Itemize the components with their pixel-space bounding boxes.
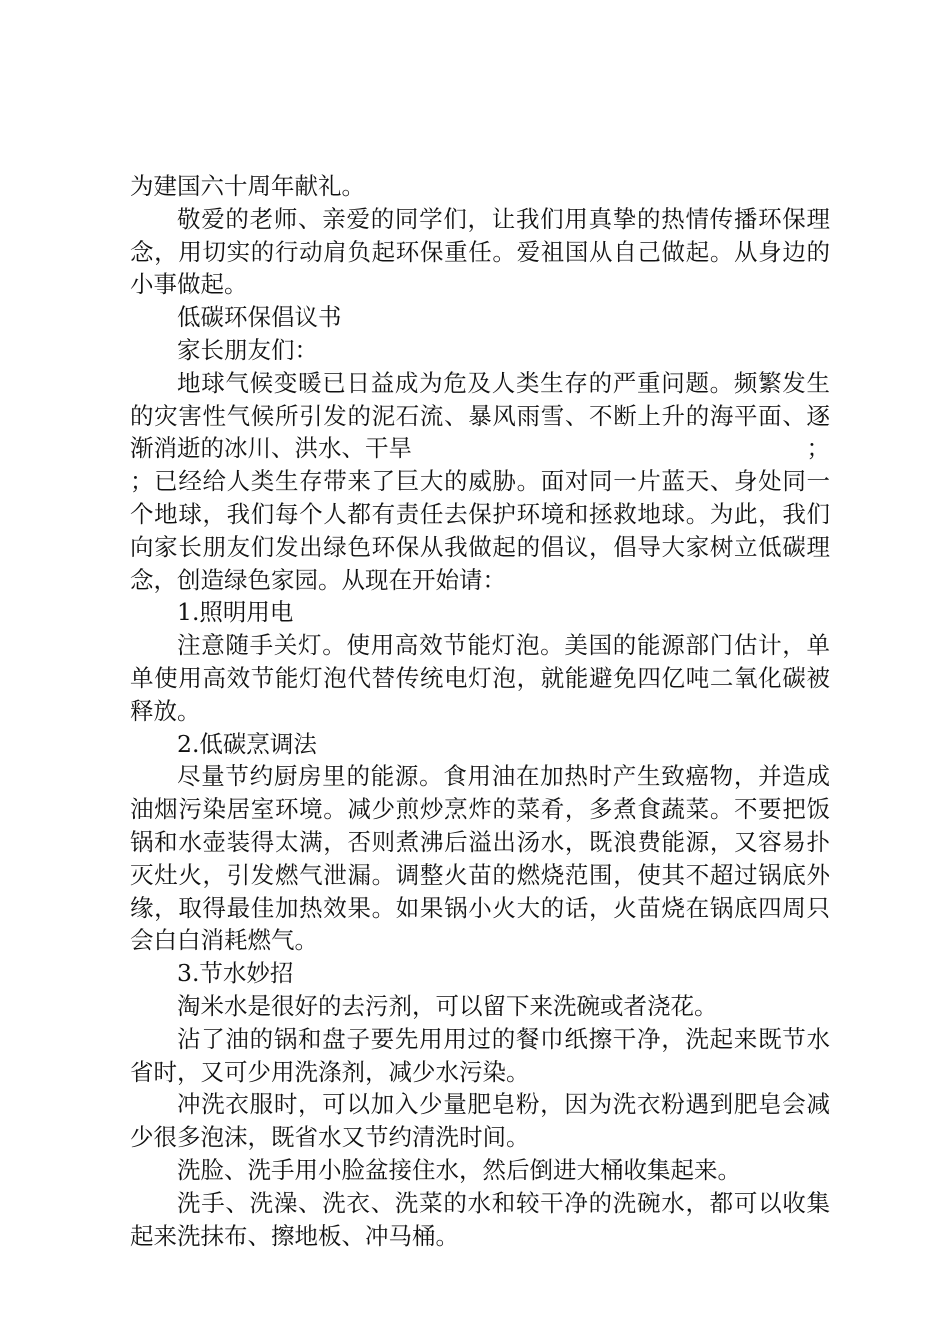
climate-intro-semicolon: ； xyxy=(806,434,830,463)
paragraph-rice-water: 淘米水是很好的去污剂，可以留下来洗碗或者浇花。 xyxy=(177,991,718,1020)
paragraph-lighting: 注意随手关灯。使用高效节能灯泡。美国的能源部门估计，单单使用高效节能灯泡代替传统电灯泡，就能避免四亿吨二氧化碳被释放。 xyxy=(130,631,830,725)
climate-intro-text: 地球气候变暖已日益成为危及人类生存的严重问题。频繁发生的灾害性气候所引发的泥石流、暴风雨雪、不断上升的海平面、逐渐消逝的冰川、洪水、干旱 xyxy=(130,368,830,463)
paragraph-closing-line: 为建国六十周年献礼。 xyxy=(130,172,365,200)
document-body xyxy=(130,170,830,1252)
paragraph-basin: 洗脸、洗手用小脸盆接住水，然后倒进大桶收集起来。 xyxy=(177,1155,741,1184)
paragraph-climate-intro xyxy=(130,367,830,465)
section-heading-cooking: 2.低碳烹调法 xyxy=(177,729,317,758)
paragraph-reuse-water: 洗手、洗澡、洗衣、洗菜的水和较干净的洗碗水，都可以收集起来洗抹布、擦地板、冲马桶。 xyxy=(130,1188,830,1250)
section-heading-water: 3.节水妙招 xyxy=(177,959,294,988)
paragraph-greasy-dishes: 沾了油的锅和盘子要先用用过的餐巾纸擦干净，洗起来既节水省时，又可少用洗涤剂，减少水污染。 xyxy=(130,1024,830,1086)
paragraph-appeal: 敬爱的老师、亲爱的同学们，让我们用真挚的热情传播环保理念，用切实的行动肩负起环保重任。爱祖国从自己做起。从身边的小事做起。 xyxy=(130,204,830,299)
section-heading-lighting: 1.照明用电 xyxy=(177,598,294,627)
proposal-title: 低碳环保倡议书 xyxy=(177,303,342,332)
paragraph-laundry: 冲洗衣服时，可以加入少量肥皂粉，因为洗衣粉遇到肥皂会减少很多泡沫，既省水又节约清洗时间。 xyxy=(130,1090,830,1152)
salutation: 家长朋友们： xyxy=(177,335,318,364)
paragraph-climate-threat: ；已经给人类生存带来了巨大的威胁。面对同一片蓝天、身处同一个地球，我们每个人都有责任去保护环境和拯救地球。为此，我们向家长朋友们发出绿色环保从我做起的倡议，倡导大家树立低碳理念，创造绿色家园。从现在开始请： xyxy=(130,467,830,594)
paragraph-cooking: 尽量节约厨房里的能源。食用油在加热时产生致癌物，并造成油烟污染居室环境。减少煎炒烹炸的菜肴，多煮食蔬菜。不要把饭锅和水壶装得太满，否则煮沸后溢出汤水，既浪费能源，又容易扑灭灶火，引发燃气泄漏。调整火苗的燃烧范围，使其不超过锅底外缘，取得最佳加热效果。如果锅小火大的话，火苗烧在锅底四周只会白白消耗燃气。 xyxy=(130,762,830,955)
